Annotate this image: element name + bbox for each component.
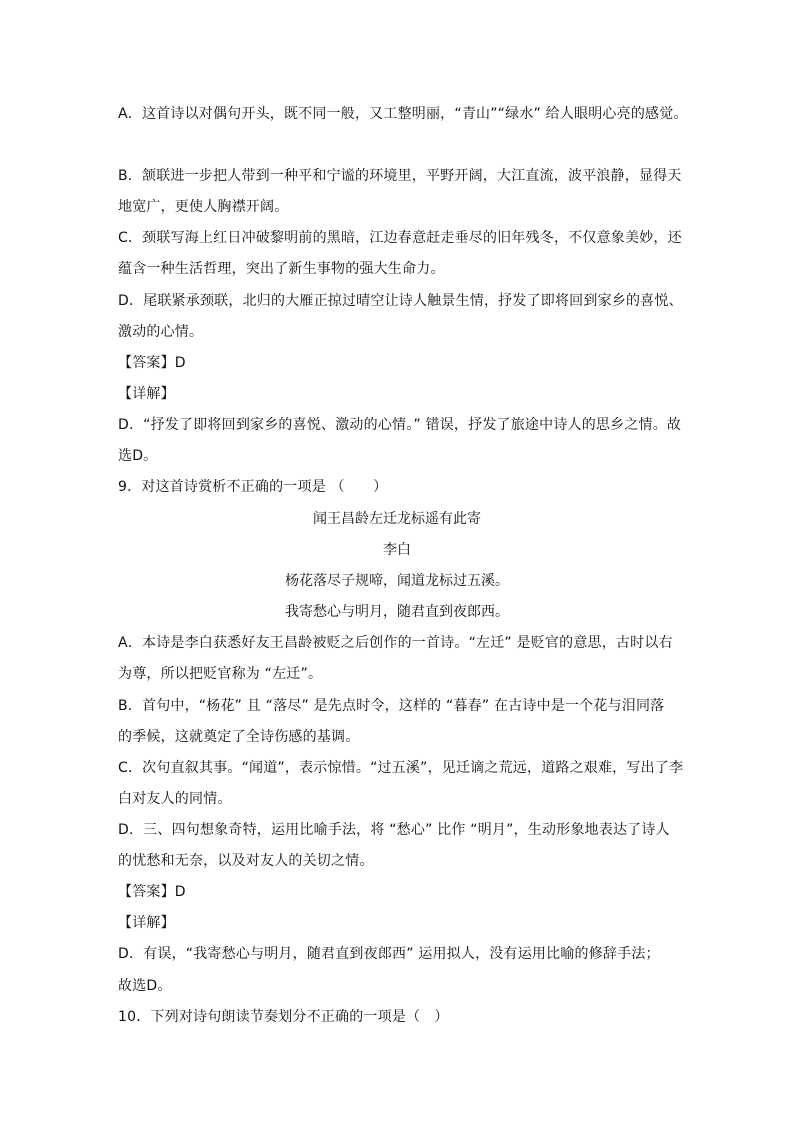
q8-detail-line1: D．“抒发了即将回到家乡的喜悦、激动的心情。” 错误，抒发了旅途中诗人的思乡之情。故 [118, 417, 682, 433]
poem-title: 闻王昌龄左迁龙标遥有此寄 [313, 511, 481, 527]
q9-option-b-line1: B．首句中，“杨花” 且 “落尽” 是先点时令，这样的 “暮春” 在古诗中是一个花与泪同落 [118, 698, 665, 714]
poem-line-2: 我寄愁心与明月，随君直到夜郎西。 [285, 604, 509, 620]
q8-option-b-line1: B．颔联进一步把人带到一种平和宁谧的环境里，平野开阔，大江直流，波平浪静，显得天 [118, 168, 682, 184]
q9-option-c-line2: 白对友人的同情。 [118, 791, 232, 807]
q8-detail-label: 【详解】 [118, 386, 175, 402]
q9-option-c-line1: C．次句直叙其事。“闻道”，表示惊惜。“过五溪”，见迁谪之荒远，道路之艰难，写出了李 [118, 760, 684, 776]
q9-option-a-line2: 为尊，所以把贬官称为 “左迁”。 [118, 666, 323, 682]
q8-option-c-line1: C．颈联写海上红日冲破黎明前的黑暗，江边春意赶走垂尽的旧年残冬，不仅意象美妙，还 [118, 230, 682, 246]
q9-option-a-line1: A．本诗是李白获悉好友王昌龄被贬之后创作的一首诗。“左迁” 是贬官的意思，古时以右 [118, 635, 673, 651]
q8-detail-line2: 选D。 [118, 448, 158, 464]
q9-answer: 【答案】D [118, 884, 186, 900]
q9-question: 9．对这首诗赏析不正确的一项是 （ ） [118, 479, 388, 495]
q9-detail-line1: D．有误，“我寄愁心与明月，随君直到夜郎西” 运用拟人，没有运用比喻的修辞手法； [118, 946, 660, 962]
q8-option-d-line2: 激动的心情。 [118, 324, 204, 340]
q8-option-b-line2: 地宽广，更使人胸襟开阔。 [118, 199, 289, 215]
poem-line-1: 杨花落尽子规啼，闻道龙标过五溪。 [285, 573, 509, 589]
q8-option-c-line2: 蕴含一种生活哲理，突出了新生事物的强大生命力。 [118, 261, 445, 277]
q8-option-a: A．这首诗以对偶句开头，既不同一般，又工整明丽，“青山”“绿水” 给人眼明心亮的感觉。 [118, 106, 688, 122]
q9-option-b-line2: 的季候，这就奠定了全诗伤感的基调。 [118, 729, 360, 745]
q9-detail-label: 【详解】 [118, 915, 175, 931]
q9-detail-line2: 故选D。 [118, 978, 172, 994]
q8-answer: 【答案】D [118, 355, 186, 371]
q9-option-d-line1: D．三、四句想象奇特，运用比喻手法，将 “愁心” 比作 “明月”，生动形象地表达了诗人 [118, 822, 670, 838]
q10-question: 10．下列对诗句朗读节奏划分不正确的一项是（ ） [118, 1009, 449, 1025]
poem-author: 李白 [383, 542, 411, 558]
q9-option-d-line2: 的忧愁和无奈，以及对友人的关切之情。 [118, 853, 374, 869]
q8-option-d-line1: D．尾联紧承颈联，北归的大雁正掠过晴空让诗人触景生情，抒发了即将回到家乡的喜悦、 [118, 293, 683, 309]
